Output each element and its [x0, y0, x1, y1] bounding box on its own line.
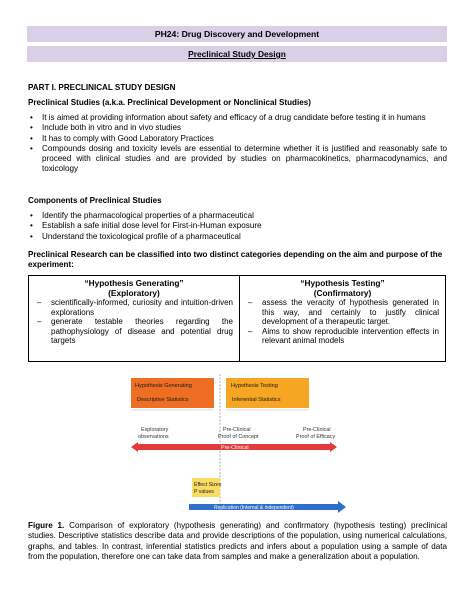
exploratory-list — [29, 298, 239, 346]
confirmatory-list — [240, 298, 445, 346]
exploratory-title: “Hypothesis Generating” — [84, 278, 184, 288]
box-right-sub: Inferential Statistics — [232, 397, 281, 403]
confirmatory-subtitle: (Confirmatory) — [313, 288, 372, 298]
exploratory-subtitle: (Exploratory) — [108, 288, 160, 298]
list-item: – scientifically-informed, curiosity and intuition-driven explorations — [35, 298, 233, 317]
lesson-title-banner — [27, 46, 447, 62]
comparison-table — [28, 275, 446, 362]
list-item: • It is aimed at providing information about safety and efficacy of a drug candidate before testing it in humans — [28, 113, 447, 123]
label-exploratory-2: observations — [138, 434, 169, 440]
list-item: • Understand the toxicological profile of a pharmaceutical — [28, 232, 447, 242]
preclinical-heading: Preclinical Studies (a.k.a. Preclinical Development or Nonclinical Studies) — [28, 98, 311, 107]
replication-bar-label: Replication (Internal & independent) — [214, 505, 294, 511]
course-title: PH24: Drug Discovery and Development — [154, 29, 320, 39]
components-bullet-list — [28, 211, 447, 242]
list-item: • Establish a safe initial dose level for First-in-Human exposure — [28, 221, 447, 231]
classification-heading: Preclinical Research can be classified into two distinct categories depending on the aim and purpose of the experiment: — [28, 250, 443, 270]
effect-label-1: Effect Sizes — [194, 482, 222, 488]
list-item: • Include both in vitro and in vivo studies — [28, 123, 447, 133]
list-item: – generate testable theories regarding the pathophysiology of disease and potential drug targets — [35, 317, 233, 346]
course-title-banner — [27, 26, 447, 42]
lesson-title: Preclinical Study Design — [188, 49, 286, 59]
preclinical-diagram — [123, 374, 351, 516]
list-item: • It has to comply with Good Laboratory Practices — [28, 134, 447, 144]
list-item: • Identify the pharmacological properties of a pharmaceutical — [28, 211, 447, 221]
components-heading: Components of Preclinical Studies — [28, 196, 162, 205]
confirmatory-title: “Hypothesis Testing” — [300, 278, 385, 288]
figure-label: Figure 1. — [28, 521, 65, 530]
label-poe-2: Proof of Efficacy — [296, 434, 336, 440]
figure-caption — [28, 521, 447, 562]
part-heading: PART I. PRECLINICAL STUDY DESIGN — [28, 83, 176, 92]
figure-caption-text: Comparison of exploratory (hypothesis generating) and confirmatory (hypothesis testing) preclinical studies. Descriptive statistics describe data and provide descriptions of the population, using numerical calculations, graphs, and tables. In contrast, inferential statistics predicts and infers about a population using a sample of data from the population, therefore one can take data from samples and make a generalization about a population. — [28, 521, 448, 561]
list-item: – Aims to show reproducible intervention effects in relevant animal models — [246, 327, 439, 346]
exploratory-column — [29, 276, 240, 361]
label-exploratory-1: Exploratory — [141, 427, 169, 433]
box-right-title: Hypothesis Testing — [231, 383, 278, 389]
box-left-sub: Descriptive Statistics — [137, 397, 189, 403]
preclinical-bullet-list — [28, 113, 447, 175]
box-left-title: Hypothesis Generating — [135, 383, 192, 389]
preclinical-bar-label: Pre-Clinical — [221, 445, 249, 452]
label-poc-2: Proof of Concept — [218, 434, 259, 440]
label-poc-1: Pre-Clinical — [223, 427, 251, 433]
list-item: – assess the veracity of hypothesis generated in this way, and certainly to justify clinical development of a therapeutic target. — [246, 298, 439, 327]
effect-label-2: P values — [194, 489, 214, 495]
label-poe-1: Pre-Clinical — [303, 427, 331, 433]
confirmatory-column — [240, 276, 445, 361]
list-item: • Compounds dosing and toxicity levels are essential to determine whether it is justified and reasonably safe to proceed with clinical studies and are provided by studies on pharmacokinetics, pharmacodynamics, and toxicology — [28, 144, 447, 175]
